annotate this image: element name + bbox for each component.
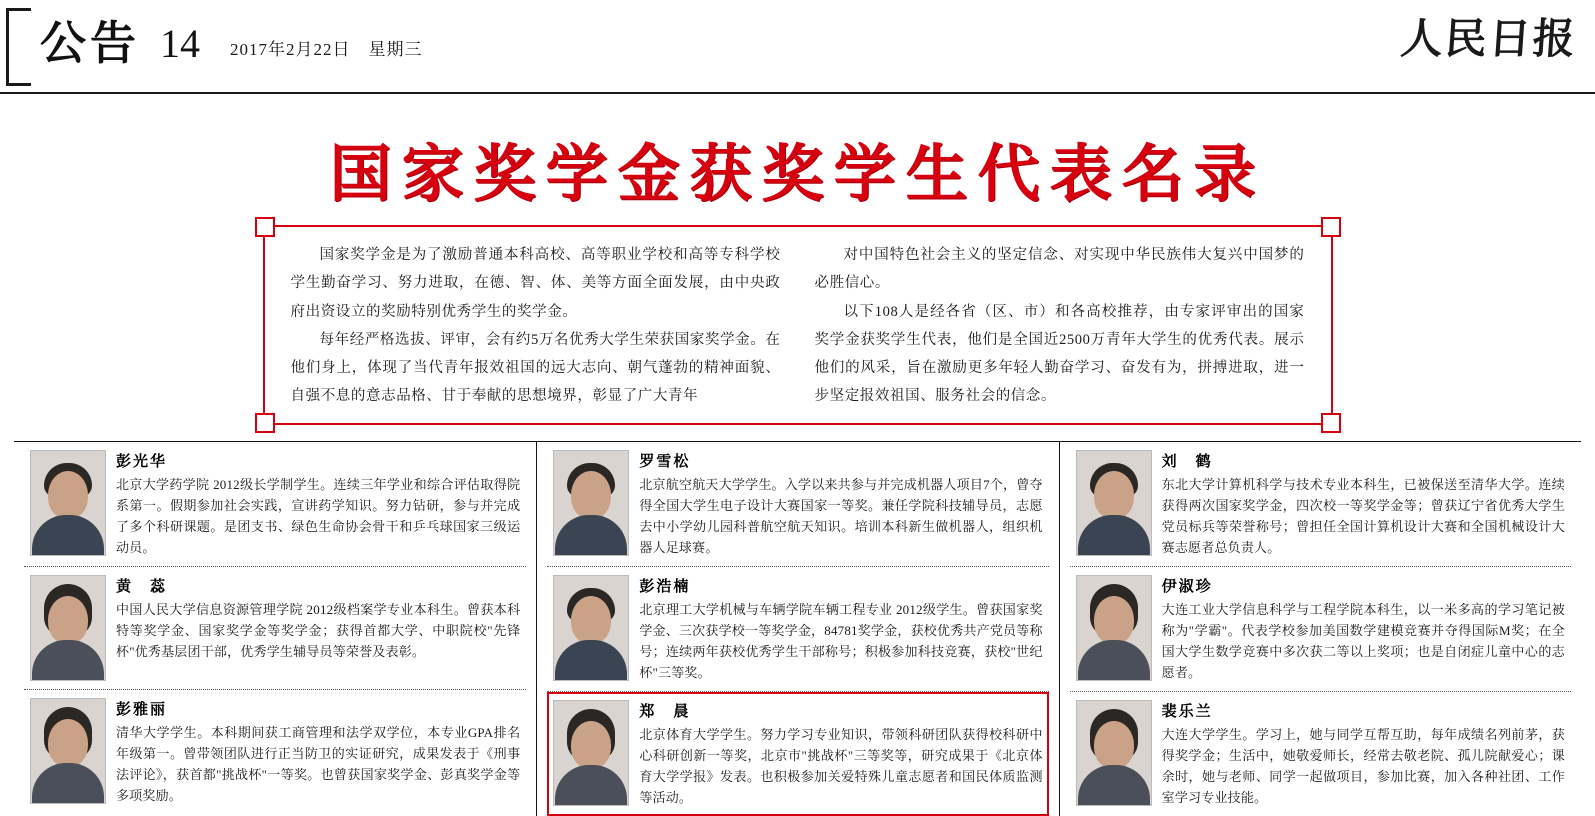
recipient-text [1162, 450, 1565, 558]
recipient-portrait [30, 450, 106, 556]
recipient-description: 东北大学计算机科学与技术专业本科生，已被保送至清华大学。连续获得两次国家奖学金，四次校一等奖学金等；曾获辽宁省优秀大学生党员标兵等荣誉称号；曾担任全国计算机设计大赛和全国机械设计大赛志愿者总负责人。 [1161, 476, 1565, 555]
recipient-portrait [1076, 700, 1152, 806]
recipient-portrait [553, 575, 629, 681]
recipient-portrait [553, 700, 629, 806]
recipient-entry [1070, 442, 1571, 567]
recipient-text [1162, 575, 1565, 683]
recipient-name: 黄 蕊 [116, 576, 168, 595]
recipient-description: 大连大学学生。学习上，她与同学互帮互助，每年成绩名列前茅，获得奖学金；生活中，她敬爱师长，经常去敬老院、孤儿院献爱心；课余时，她与老师、同学一起做项目，参加比赛，加入各种社团、工作室学习专业技能。 [1161, 726, 1565, 806]
page-number: 14 [160, 21, 200, 66]
recipient-name: 伊淑珍 [1161, 576, 1213, 595]
intro-block [263, 225, 1333, 425]
recipient-text [639, 575, 1042, 683]
corner-ornament-bottom-left [255, 413, 275, 433]
recipient-portrait [1076, 450, 1152, 556]
recipients-grid [14, 441, 1581, 816]
paper-nameplate: 人民日报 [1399, 14, 1579, 63]
recipient-portrait [1076, 575, 1152, 681]
section-title: 公告 [40, 16, 140, 70]
recipient-description: 北京航空航天大学学生。入学以来共参与并完成机器人项目7个，曾夺得全国大学生电子设计大赛国家一等奖。兼任学院科技辅导员，志愿去中小学幼儿园科普航空航天知识。培训本科新生做机器人，组织机器人足球赛。 [639, 476, 1043, 555]
page-headline: 国家奖学金获奖学生代表名录 [329, 137, 1266, 210]
recipient-entry [24, 567, 526, 690]
recipient-description: 北京大学药学院 2012级长学制学生。连续三年学业和综合评估取得院系第一。假期参加社会实践，宣讲药学知识。努力钻研，参与并完成了多个科研课题。是团支书、绿色生命协会骨干和乒乓球国家三级运动员。 [116, 476, 521, 555]
recipient-description: 北京体育大学学生。努力学习专业知识，带领科研团队获得校科研中心科研创新一等奖，北京市"挑战杯"三等奖等，研究成果于《北京体育大学学报》发表。也积极参加关爱特殊儿童志愿者和国民体质监测等活动。 [639, 726, 1043, 806]
recipient-text [116, 698, 520, 806]
recipient-entry [1070, 567, 1571, 692]
recipient-entry [547, 567, 1048, 692]
recipient-entry [547, 442, 1048, 567]
intro-paragraph: 以下108人是经各省（区、市）和各高校推荐，由专家评审出的国家奖学金获奖学生代表，他们是全国近2500万青年大学生的优秀代表。展示他们的风采，旨在激励更多年轻人勤奋学习、奋发有为，拼搏进取，进一步坚定报效祖国、服务社会的信念。 [814, 303, 1305, 405]
recipient-description: 中国人民大学信息资源管理学院 2012级档案学专业本科生。曾获本科特等奖学金、国家奖学金等奖学金；获得首都大学、中职院校"先锋杯"优秀基层团干部，优秀学生辅导员等荣誉及表彰。 [116, 601, 521, 659]
recipients-column-2 [536, 442, 1058, 816]
recipient-portrait [553, 450, 629, 556]
recipient-text [1162, 700, 1565, 808]
recipient-entry [1070, 692, 1571, 816]
recipient-entry [24, 442, 526, 567]
recipients-column-3 [1059, 442, 1581, 816]
corner-ornament-top-left [255, 217, 275, 237]
recipient-portrait [30, 575, 106, 681]
recipient-entry-highlighted[interactable] [547, 692, 1048, 816]
recipient-name: 刘 鹤 [1161, 451, 1213, 470]
recipient-name: 彭光华 [116, 451, 168, 470]
recipient-portrait [30, 698, 106, 804]
recipient-description: 清华大学学生。本科期间获工商管理和法学双学位，本专业GPA排名年级第一。曾带领团队进行正当防卫的实证研究，成果发表于《刑事法评论》，获首都"挑战杯"一等奖。也曾获国家奖学金、彭真奖学金等多项奖励。 [116, 724, 521, 803]
masthead [0, 0, 1595, 94]
intro-box [263, 225, 1333, 425]
recipient-text [639, 700, 1042, 808]
page-body [0, 124, 1595, 816]
recipient-name: 罗雪松 [639, 451, 691, 470]
recipients-column-1 [14, 442, 536, 816]
intro-column-left [291, 241, 781, 411]
recipient-name: 郑 晨 [639, 701, 691, 720]
recipient-entry [24, 690, 526, 814]
recipient-name: 彭浩楠 [639, 576, 691, 595]
recipient-description: 北京理工大学机械与车辆学院车辆工程专业 2012级学生。曾获国家奖学金、三次获学校一等奖学金，84781奖学金，获校优秀共产党员等称号；连续两年获校优秀学生干部称号；积极参加科技竞赛，获校"世纪杯"三等奖。 [639, 601, 1043, 680]
corner-bracket-decoration [6, 8, 31, 86]
recipient-name: 彭雅丽 [116, 699, 168, 718]
intro-paragraph: 每年经严格选拔、评审，会有约5万名优秀大学生荣获国家奖学金。在他们身上，体现了当代青年报效祖国的远大志向、朝气蓬勃的精神面貌、自强不息的意志品格、甘于奉献的思想境界，彰显了广大青年 [290, 331, 781, 405]
recipient-text [116, 575, 520, 681]
intro-column-right [815, 241, 1305, 411]
corner-ornament-bottom-right [1321, 413, 1341, 433]
issue-date: 2017年2月22日 星期三 [230, 40, 423, 59]
recipient-name: 裴乐兰 [1161, 701, 1213, 720]
intro-paragraph: 国家奖学金是为了激励普通本科高校、高等职业学校和高等专科学校学生勤奋学习、努力进取，在德、智、体、美等方面全面发展，由中央政府出资设立的奖励特别优秀学生的奖学金。 [290, 247, 781, 320]
recipient-description: 大连工业大学信息科学与工程学院本科生，以一米多高的学习笔记被称为"学霸"。代表学校参加美国数学建模竞赛并夺得国际M奖；在全国大学生数学竞赛中多次获二等以上奖项；也是自闭症儿童中心的志愿者。 [1161, 601, 1565, 680]
intro-paragraph: 对中国特色社会主义的坚定信念、对实现中华民族伟大复兴中国梦的必胜信心。 [814, 247, 1305, 292]
corner-ornament-top-right [1321, 217, 1341, 237]
recipient-text [639, 450, 1042, 558]
recipient-text [116, 450, 520, 558]
masthead-left [0, 16, 423, 72]
